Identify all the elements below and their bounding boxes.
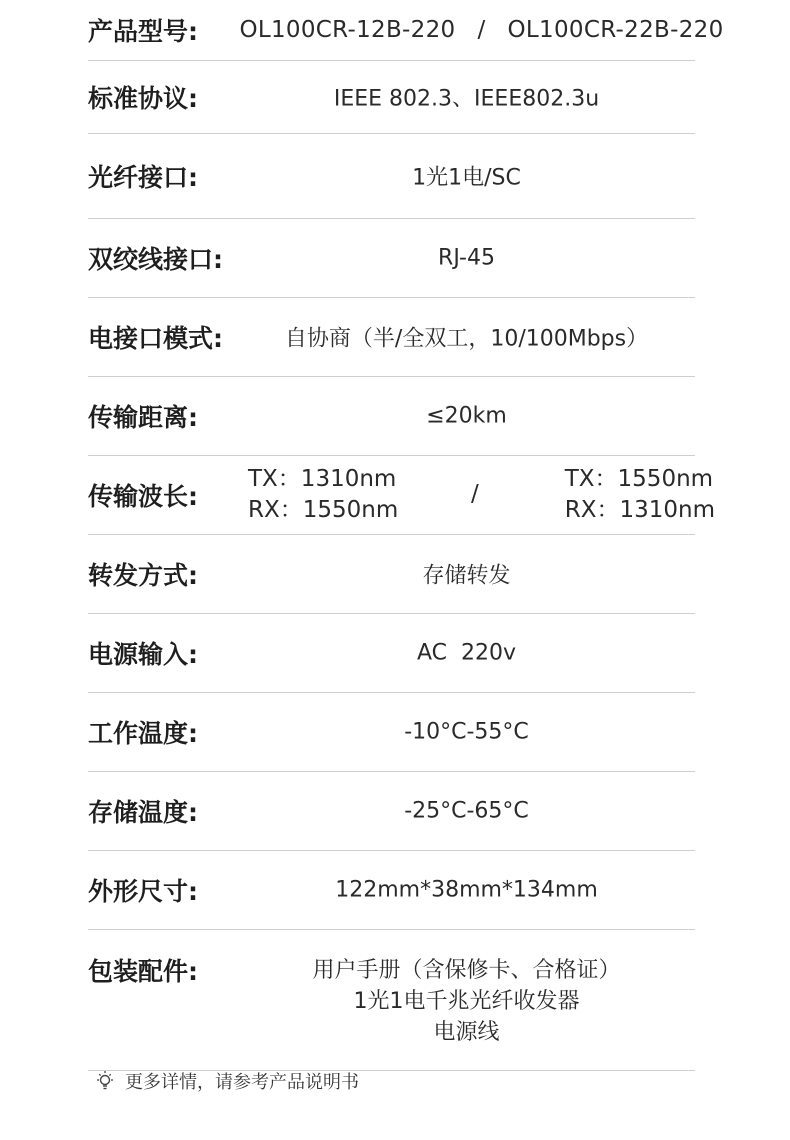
lightbulb-icon bbox=[95, 1070, 115, 1092]
spec-value: 存储转发 bbox=[422, 563, 511, 589]
tx-value: TX：1550nm bbox=[564, 466, 714, 492]
spec-label: 工作温度: bbox=[88, 719, 198, 748]
spec-label: 包装配件: bbox=[88, 957, 198, 986]
spec-row-dimensions bbox=[88, 851, 695, 930]
wavelength-values bbox=[248, 464, 715, 526]
footer-note bbox=[95, 1068, 359, 1094]
package-item: 电源线 bbox=[433, 1020, 500, 1045]
spec-row-protocol bbox=[88, 61, 695, 134]
spec-value: 自协商（半/全双工，10/100Mbps） bbox=[284, 326, 649, 352]
spec-row-storage-temp bbox=[88, 772, 695, 851]
spec-label: 双绞线接口: bbox=[88, 245, 223, 274]
spec-row-forwarding bbox=[88, 535, 695, 614]
tx-value: TX：1310nm bbox=[248, 466, 397, 492]
spec-label: 转发方式: bbox=[88, 561, 198, 590]
spec-value bbox=[228, 17, 735, 43]
spec-row-work-temp bbox=[88, 693, 695, 772]
spec-label: 传输波长: bbox=[88, 482, 198, 511]
spec-row-wavelength bbox=[88, 456, 715, 535]
rx-value: RX：1550nm bbox=[248, 497, 399, 523]
package-items bbox=[238, 955, 695, 1048]
spec-label: 外形尺寸: bbox=[88, 877, 198, 906]
spec-row-twisted-port bbox=[88, 219, 695, 298]
spec-row-port-mode bbox=[88, 298, 695, 377]
spec-label: 标准协议: bbox=[88, 84, 198, 113]
spec-label: 产品型号: bbox=[88, 17, 198, 46]
spec-label: 电源输入: bbox=[88, 640, 198, 669]
spec-label: 传输距离: bbox=[88, 403, 198, 432]
spec-label: 电接口模式: bbox=[88, 324, 223, 353]
spec-row-model bbox=[88, 0, 724, 61]
rx-value: RX：1310nm bbox=[564, 497, 715, 523]
spec-value: -25°C-65°C bbox=[404, 798, 529, 824]
spec-value: 1光1电/SC bbox=[412, 165, 521, 191]
spec-label: 存储温度: bbox=[88, 798, 198, 827]
spec-value: AC 220v bbox=[416, 640, 517, 666]
spec-row-fiber-port bbox=[88, 134, 695, 219]
model-a: OL100CR-12B-220 bbox=[239, 17, 456, 43]
footer-text: 更多详情，请参考产品说明书 bbox=[125, 1072, 359, 1093]
spec-row-power-input bbox=[88, 614, 695, 693]
wavelength-model-b bbox=[565, 464, 715, 526]
spec-row-package bbox=[88, 930, 695, 1071]
package-item: 用户手册（含保修卡、合格证） bbox=[312, 958, 621, 983]
wavelength-model-a bbox=[248, 464, 398, 526]
package-item: 1光1电千兆光纤收发器 bbox=[353, 989, 580, 1014]
spec-row-distance bbox=[88, 377, 695, 456]
spec-table bbox=[88, 0, 724, 1071]
spec-value: -10°C-55°C bbox=[404, 719, 529, 745]
model-separator: / bbox=[477, 17, 486, 43]
spec-value: ≤20km bbox=[426, 403, 507, 429]
spec-label: 光纤接口: bbox=[88, 163, 198, 192]
spec-value: IEEE 802.3、IEEE802.3u bbox=[333, 86, 600, 112]
wavelength-separator: / bbox=[471, 481, 479, 507]
spec-value: 122mm*38mm*134mm bbox=[335, 877, 598, 903]
spec-value: RJ-45 bbox=[438, 245, 495, 271]
model-b: OL100CR-22B-220 bbox=[507, 17, 724, 43]
